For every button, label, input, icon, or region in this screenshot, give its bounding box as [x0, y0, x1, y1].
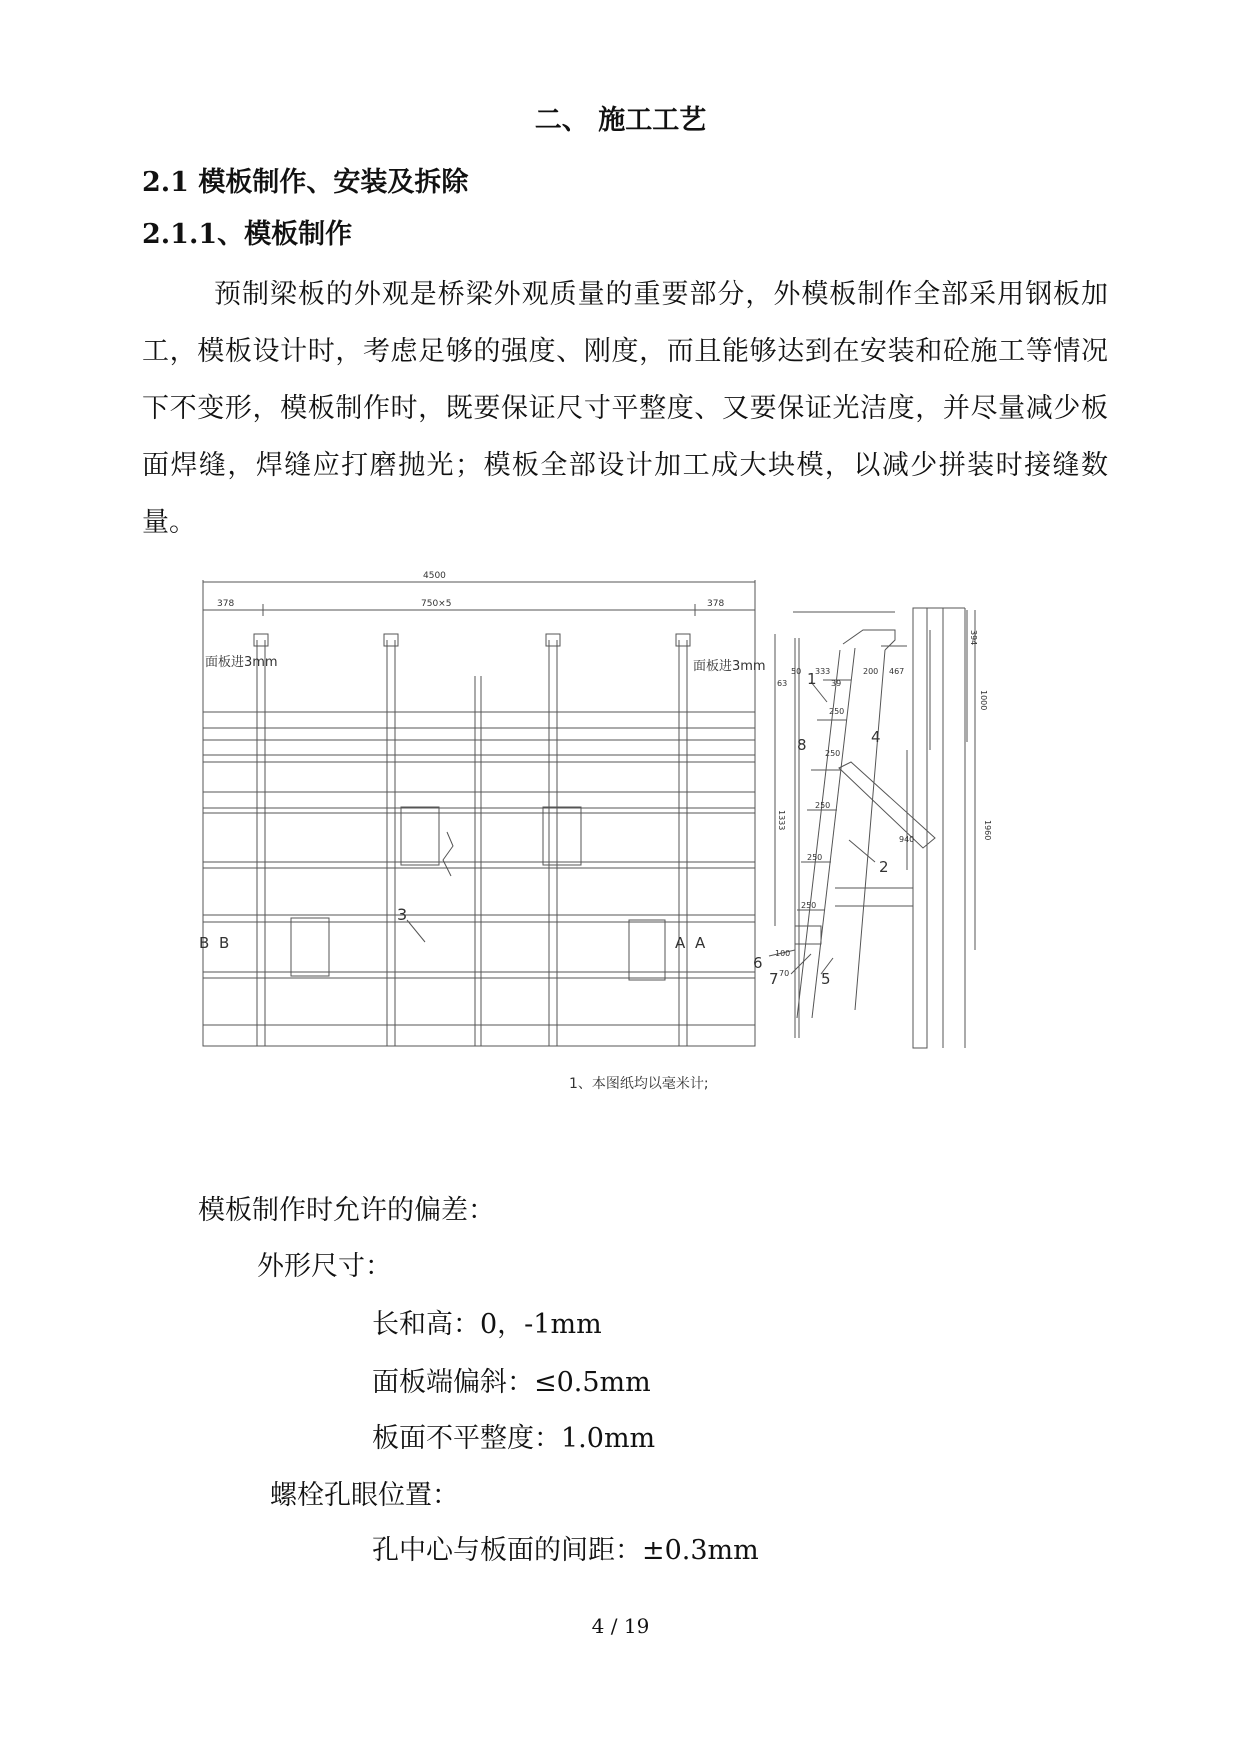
- label-b: B: [199, 934, 210, 952]
- side-d39: 39: [831, 679, 842, 688]
- page-number: 4 / 19: [591, 1614, 650, 1638]
- side-n1-label: 1: [807, 670, 817, 688]
- side-d250d: 250: [807, 853, 823, 862]
- side-d1960: 1960: [983, 820, 992, 841]
- side-n6: 6: [753, 954, 763, 972]
- dim-left: 378: [217, 599, 235, 609]
- heading-2-1-1: 2.1.1、模板制作: [142, 219, 353, 250]
- side-d200: 200: [863, 667, 879, 676]
- side-n8: 8: [797, 736, 807, 754]
- panel-skew: 面板端偏斜：≤0.5mm: [372, 1367, 651, 1398]
- hole-distance: 孔中心与板面的间距：±0.3mm: [372, 1535, 759, 1566]
- formwork-drawing: [195, 570, 1095, 1110]
- outer-size-title: 外形尺寸：: [257, 1251, 392, 1282]
- side-d250e: 250: [801, 901, 817, 910]
- note-right: 面板进3mm: [693, 659, 766, 674]
- side-d394: 394: [969, 630, 978, 646]
- side-d63: 63: [777, 679, 788, 688]
- note-left: 面板进3mm: [205, 655, 278, 670]
- label-3: 3: [397, 905, 408, 924]
- section-title: 二、 施工工艺: [534, 105, 707, 136]
- side-d333: 333: [815, 667, 831, 676]
- side-d250b: 250: [825, 749, 841, 758]
- side-n5: 5: [821, 970, 831, 988]
- side-d250a: 250: [829, 707, 845, 716]
- side-n7: 7: [769, 970, 779, 988]
- len-height: 长和高：0，-1mm: [372, 1309, 602, 1340]
- side-d1000: 1000: [979, 690, 988, 711]
- side-d250c: 250: [815, 801, 831, 810]
- side-d467: 467: [889, 667, 905, 676]
- label-b2: B: [219, 934, 230, 952]
- dim-right: 378: [707, 599, 725, 609]
- side-d940: 940: [899, 835, 915, 844]
- side-n4: 4: [871, 728, 881, 746]
- side-d100: 100: [775, 949, 791, 958]
- tolerance-title: 模板制作时允许的偏差：: [198, 1195, 495, 1226]
- side-d50: 50: [791, 667, 802, 676]
- intro-paragraph: 预制梁板的外观是桥梁外观质量的重要部分，外模板制作全部采用钢板加工，模板设计时，考虑足够的强度、刚度，而且能够达到在安装和砼施工等情况下不变形，模板制作时，既要保证尺寸平整度、又要保证光洁度，并尽量减少板面焊缝，焊缝应打磨抛光；模板全部设计加工成大块模，以减少拼装时接缝数量。: [142, 279, 1108, 538]
- heading-2-1: 2.1 模板制作、安装及拆除: [142, 167, 469, 198]
- dim-total: 4500: [423, 571, 446, 581]
- flatness: 板面不平整度：1.0mm: [372, 1423, 656, 1454]
- bolt-title: 螺栓孔眼位置：: [270, 1480, 459, 1511]
- label-a: A: [675, 934, 686, 952]
- side-d1333: 1333: [777, 810, 786, 831]
- label-a2: A: [695, 934, 706, 952]
- side-d70: 70: [779, 969, 790, 978]
- dim-mid: 750×5: [421, 599, 452, 609]
- drawing-footnote: 1、本图纸均以毫米计;: [569, 1076, 709, 1092]
- side-n2: 2: [879, 858, 889, 876]
